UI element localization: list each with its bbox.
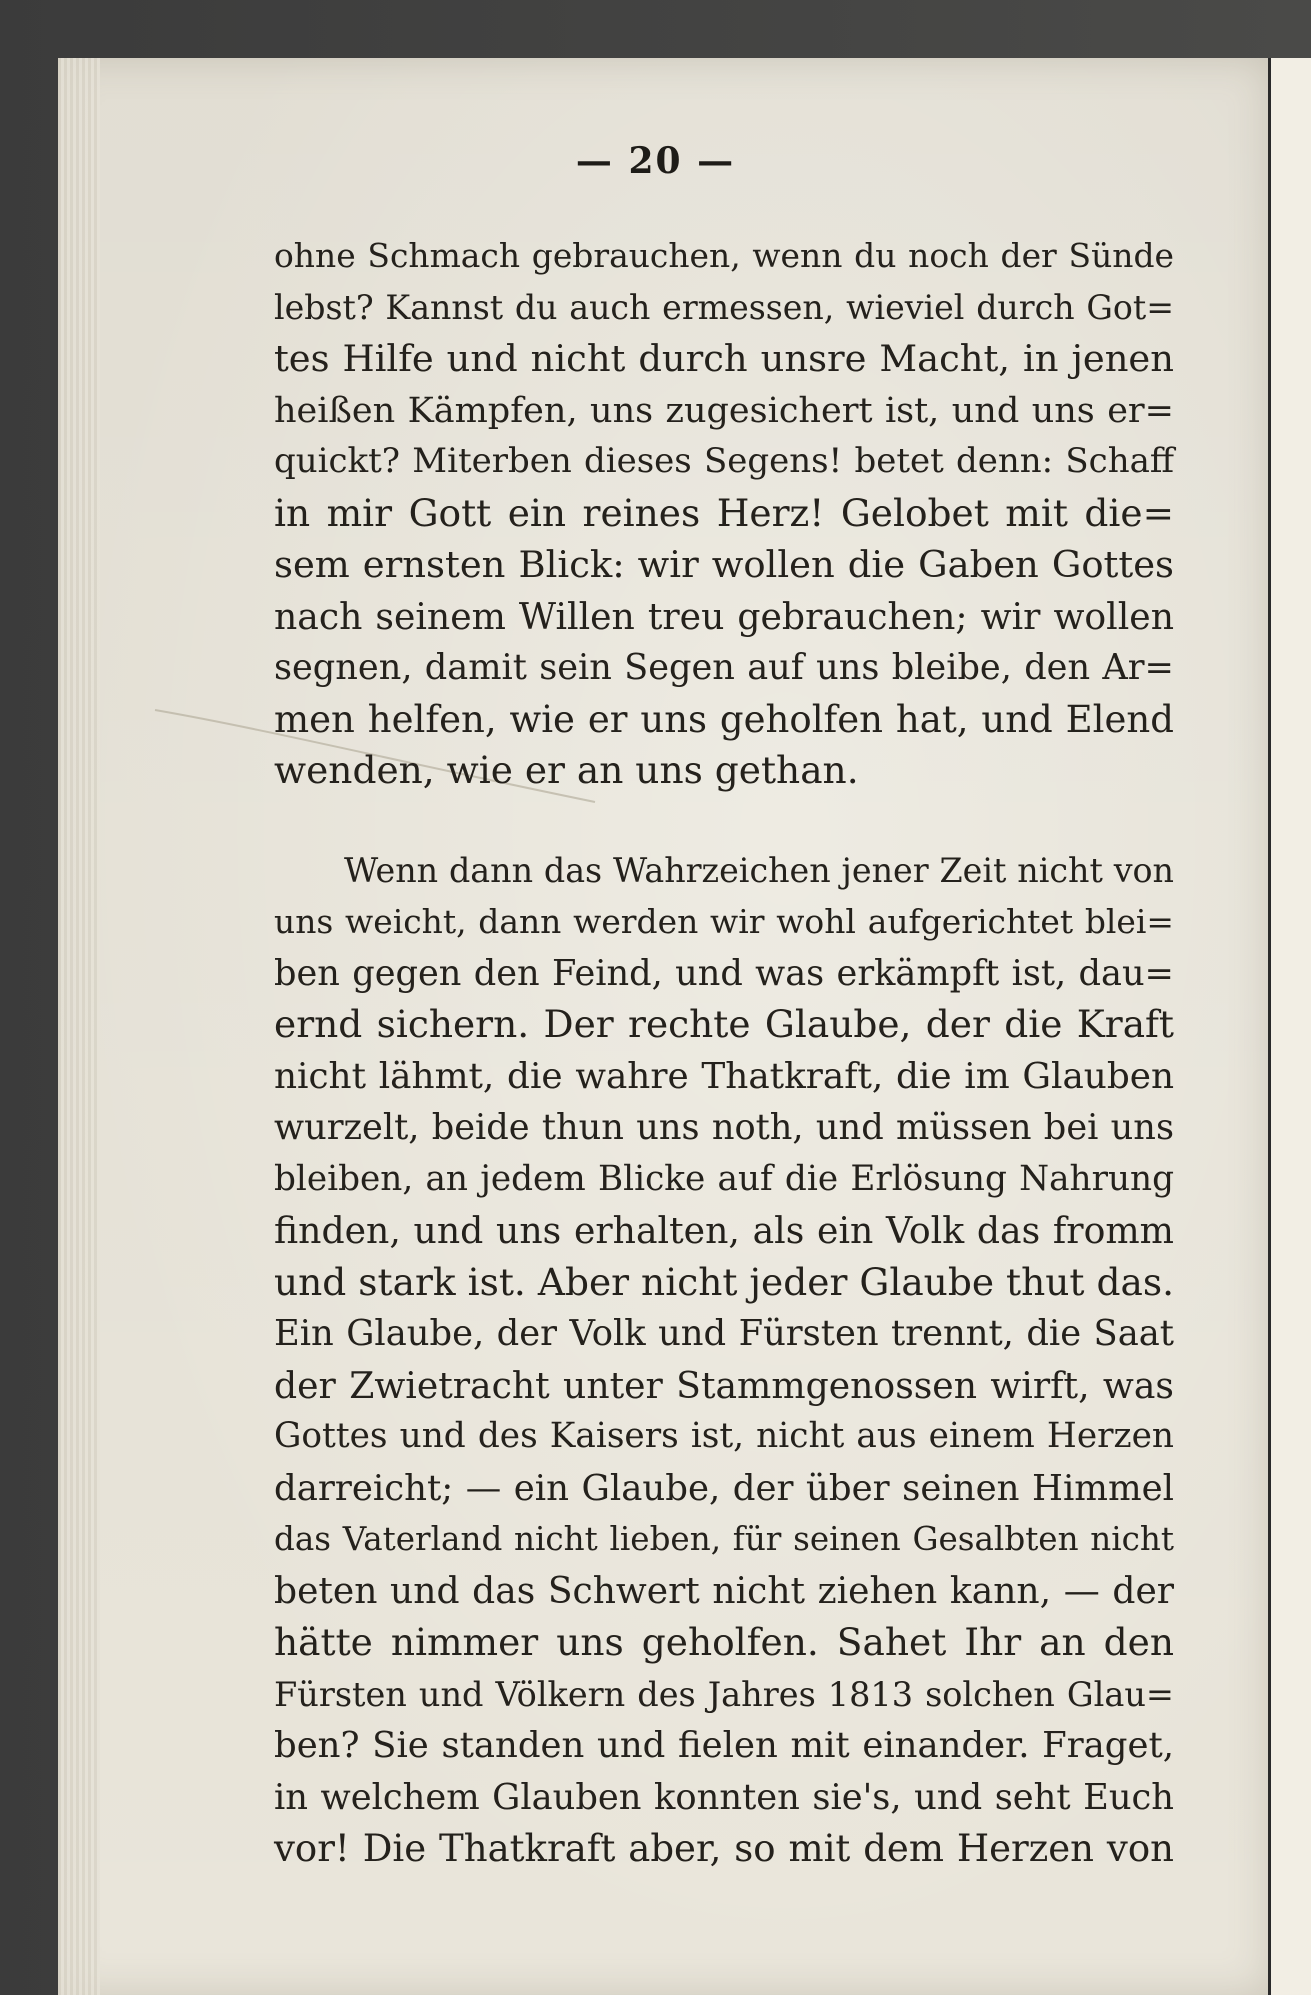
text-line: sem ernsten Blick: wir wollen die Gaben Gottes — [274, 543, 1174, 586]
text-line: bleiben, an jedem Blicke auf die Erlösung Nahrung — [274, 1158, 1174, 1199]
text-line: das Vaterland nicht lieben, für seinen Gesalbten nicht — [274, 1520, 1174, 1558]
text-line: Fürsten und Völkern des Jahres 1813 solchen Glau= — [274, 1674, 1174, 1714]
text-line: heißen Kämpfen, uns zugesichert ist, und uns er= — [274, 389, 1174, 431]
text-line: ernd sichern. Der rechte Glaube, der die Kraft — [274, 1002, 1174, 1046]
text-line: finden, und uns erhalten, als ein Volk das fromm — [274, 1209, 1174, 1252]
next-page-edge — [1268, 58, 1311, 1995]
text-line: segnen, damit sein Segen auf uns bleibe, den Ar= — [274, 647, 1174, 688]
text-line: wenden, wie er an uns gethan. — [274, 748, 859, 792]
text-line: beten und das Schwert nicht ziehen kann, — der — [274, 1570, 1174, 1612]
text-line: nicht lähmt, die wahre Thatkraft, die im Glauben — [274, 1055, 1174, 1097]
body-text — [274, 230, 1174, 1875]
text-line: wurzelt, beide thun uns noth, und müssen bei uns — [274, 1107, 1174, 1148]
text-line: in welchem Glauben konnten sie's, und seht Euch — [274, 1776, 1174, 1818]
text-line: lebst? Kannst du auch ermessen, wieviel durch Got= — [274, 287, 1174, 327]
text-line: quickt? Miterben dieses Segens! betet denn: Schaff — [274, 441, 1174, 481]
page-number: — 20 — — [575, 140, 736, 182]
text-line: ben? Sie standen und fielen mit einander. Fraget, — [274, 1725, 1174, 1766]
text-line: in mir Gott ein reines Herz! Gelobet mit die= — [274, 490, 1174, 535]
paragraph-gap — [274, 797, 1174, 845]
text-line: darreicht; — ein Glaube, der über seinen Himmel — [274, 1467, 1174, 1509]
text-line: und stark ist. Aber nicht jeder Glaube thut das. — [274, 1259, 1174, 1304]
paragraph-1 — [274, 230, 1174, 797]
page-edge-stack — [58, 58, 100, 1995]
text-line: vor! Die Thatkraft aber, so mit dem Herzen von — [274, 1827, 1174, 1870]
text-line: Wenn dann das Wahrzeichen jener Zeit nicht von — [344, 850, 1174, 890]
text-line: der Zwietracht unter Stammgenossen wirft, was — [274, 1363, 1174, 1407]
text-line: nach seinem Willen treu gebrauchen; wir wollen — [274, 594, 1174, 638]
paragraph-2 — [274, 845, 1174, 1875]
text-line: hätte nimmer uns geholfen. Sahet Ihr an den — [274, 1620, 1174, 1664]
text-line: men helfen, wie er uns geholfen hat, und Elend — [274, 697, 1174, 741]
text-line: ohne Schmach gebrauchen, wenn du noch der Sünde — [274, 236, 1174, 275]
text-line: tes Hilfe und nicht durch unsre Macht, in jenen — [274, 337, 1174, 380]
text-line: Ein Glaube, der Volk und Fürsten trennt, die Saat — [274, 1313, 1174, 1354]
text-line: Gottes und des Kaisers ist, nicht aus einem Herzen — [274, 1416, 1174, 1456]
text-line: uns weicht, dann werden wir wohl aufgerichtet blei= — [274, 902, 1174, 941]
text-line: ben gegen den Feind, und was erkämpft ist, dau= — [274, 952, 1174, 994]
